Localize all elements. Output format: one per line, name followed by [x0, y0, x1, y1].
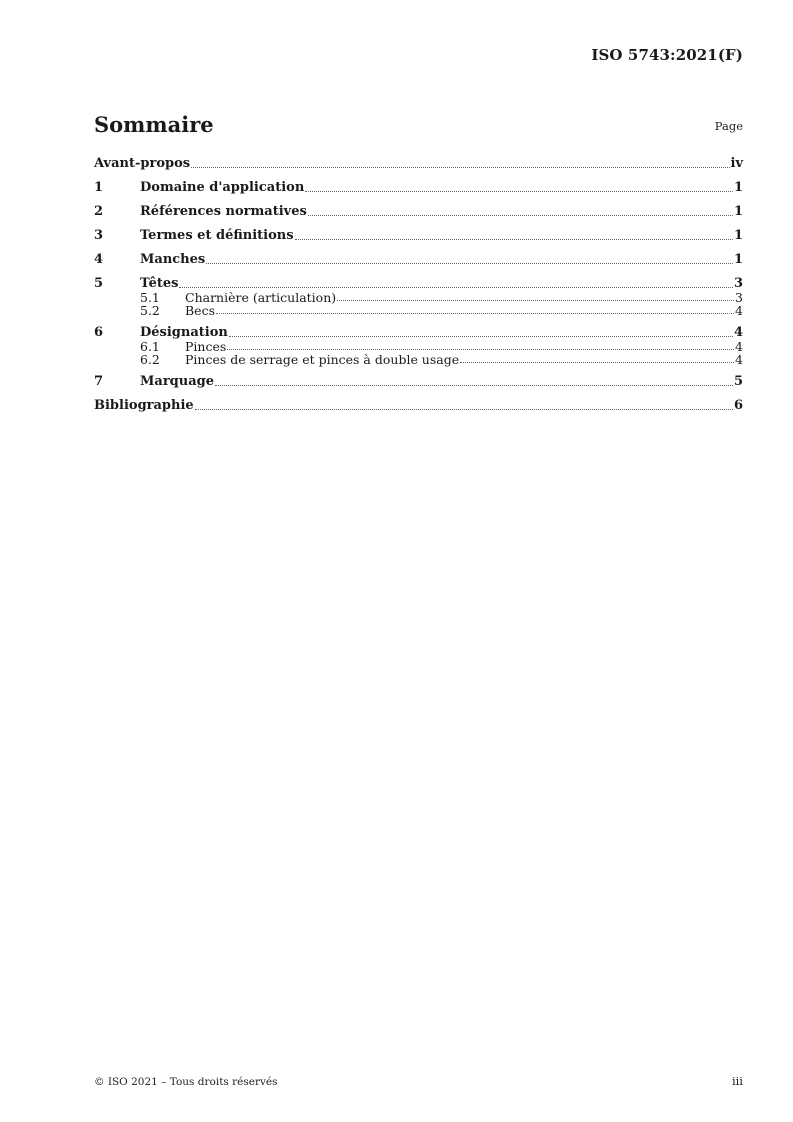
toc-entry-label: Pinces de serrage et pinces à double usage: [185, 352, 460, 367]
page-title: Sommaire: [94, 112, 214, 137]
dot-leader: [179, 287, 733, 288]
toc-entry-number: 7: [94, 374, 104, 389]
dot-leader: [295, 239, 733, 240]
page-column-label: Page: [714, 119, 743, 133]
toc-entry-label: Becs: [185, 303, 215, 318]
toc-entry-page: 5: [733, 374, 743, 389]
toc-entry-page: 3: [735, 290, 743, 305]
toc-entry-3[interactable]: [94, 229, 743, 243]
toc-entry-page: 4: [735, 352, 743, 367]
dot-leader: [215, 385, 733, 386]
dot-leader: [337, 300, 734, 301]
toc-entry-7[interactable]: [94, 375, 743, 389]
toc-entry-label: Marquage: [140, 374, 214, 389]
toc-entry-label: Pinces: [185, 339, 227, 354]
toc-entry-label: Avant-propos: [94, 156, 191, 171]
toc-entry-page: 1: [733, 204, 743, 219]
toc-entry-6-2[interactable]: [94, 353, 743, 366]
toc-entry-2[interactable]: [94, 205, 743, 219]
toc-entry-page: 1: [733, 180, 743, 195]
toc-entry-number: 6.2: [140, 352, 160, 367]
toc-entry-page: 4: [733, 325, 743, 340]
toc-entry-label: Références normatives: [140, 204, 307, 219]
toc-entry-page: 4: [735, 339, 743, 354]
toc-entry-4[interactable]: [94, 253, 743, 267]
toc-entry-label: Domaine d'application: [140, 180, 305, 195]
toc-entry-5-2[interactable]: [94, 304, 743, 317]
table-of-contents: [94, 157, 743, 413]
dot-leader: [460, 362, 734, 363]
dot-leader: [206, 263, 733, 264]
toc-entry-6[interactable]: [94, 326, 743, 340]
toc-entry-label: Bibliographie: [94, 398, 194, 413]
toc-entry-number: 2: [94, 204, 104, 219]
toc-entry-page: 4: [735, 303, 743, 318]
toc-entry-label: Termes et définitions: [140, 228, 294, 243]
toc-entry-number: 3: [94, 228, 104, 243]
toc-entry-5[interactable]: [94, 277, 743, 291]
toc-entry-number: 5.2: [140, 303, 160, 318]
toc-entry-label: Désignation: [140, 325, 228, 340]
toc-entry-page: 3: [733, 276, 743, 291]
toc-entry-number: 1: [94, 180, 104, 195]
dot-leader: [308, 215, 733, 216]
toc-entry-number: 5: [94, 276, 104, 291]
toc-entry-1[interactable]: [94, 181, 743, 195]
toc-entry-number: 4: [94, 252, 104, 267]
toc-entry-bibliographie[interactable]: [94, 399, 743, 413]
toc-entry-avant-propos[interactable]: [94, 157, 743, 171]
dot-leader: [229, 336, 733, 337]
dot-leader: [227, 349, 734, 350]
toc-entry-number: 6: [94, 325, 104, 340]
toc-entry-page: iv: [730, 156, 743, 171]
toc-entry-label: Charnière (articulation): [185, 290, 337, 305]
document-id: ISO 5743:2021(F): [591, 46, 743, 64]
toc-entry-label: Têtes: [140, 276, 179, 291]
dot-leader: [191, 167, 729, 168]
toc-entry-number: 5.1: [140, 290, 160, 305]
toc-entry-label: Manches: [140, 252, 206, 267]
dot-leader: [216, 313, 734, 314]
toc-entry-number: 6.1: [140, 339, 160, 354]
toc-entry-page: 1: [733, 252, 743, 267]
dot-leader: [305, 191, 733, 192]
dot-leader: [195, 409, 733, 410]
footer-copyright: © ISO 2021 – Tous droits réservés: [94, 1076, 278, 1088]
toc-entry-page: 1: [733, 228, 743, 243]
footer-page-number: iii: [731, 1074, 743, 1088]
toc-entry-page: 6: [733, 398, 743, 413]
